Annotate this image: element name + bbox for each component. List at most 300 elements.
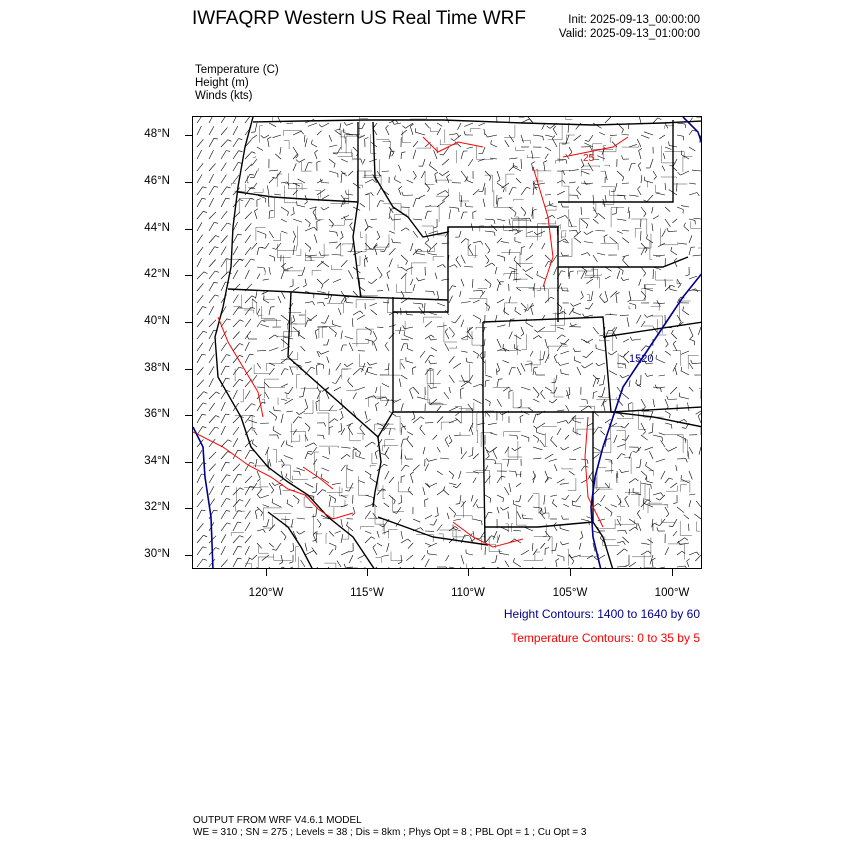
wind-barb xyxy=(508,511,509,519)
county-line xyxy=(459,192,469,201)
wind-barb xyxy=(603,375,605,385)
wind-barb-flag xyxy=(513,188,517,189)
wind-barb xyxy=(516,288,521,292)
county-line xyxy=(485,175,493,192)
wind-barb xyxy=(401,539,408,543)
wind-barb xyxy=(587,339,593,343)
wind-barb-flag xyxy=(427,189,429,192)
wind-barb-flag xyxy=(373,179,376,182)
wind-barb xyxy=(585,363,594,368)
wind-barb xyxy=(257,363,261,368)
wind-barb xyxy=(473,519,482,521)
wind-barb xyxy=(456,260,461,267)
wind-barb xyxy=(645,447,654,450)
wind-barb xyxy=(449,286,452,291)
wind-barb xyxy=(638,189,641,195)
wind-barb xyxy=(437,191,445,196)
wind-barb-flag xyxy=(540,509,542,512)
wind-barb-flag xyxy=(636,380,637,384)
wind-barb-flag xyxy=(681,367,682,371)
wind-barb xyxy=(197,283,203,291)
county-line xyxy=(290,432,306,442)
wind-barb xyxy=(221,523,227,531)
county-line xyxy=(512,219,526,237)
county-line xyxy=(274,554,292,560)
wind-barb xyxy=(301,560,306,567)
wind-barb xyxy=(581,271,585,279)
wind-barb-flag xyxy=(625,565,629,566)
wind-barb-flag xyxy=(226,462,230,463)
wind-barb xyxy=(445,440,449,447)
wind-barb xyxy=(677,123,685,124)
county-line xyxy=(471,128,481,132)
wind-barb xyxy=(413,417,421,423)
wind-barb-flag xyxy=(451,139,454,141)
county-line xyxy=(562,170,570,186)
wind-barb-flag xyxy=(258,495,260,498)
wind-barb-flag xyxy=(552,499,554,503)
county-line xyxy=(514,199,524,201)
wind-barb-flag xyxy=(622,454,626,456)
wind-barb xyxy=(701,123,702,125)
wind-barb xyxy=(689,276,697,279)
county-line xyxy=(329,220,344,225)
wind-barb xyxy=(586,351,593,358)
wind-barb xyxy=(455,418,461,423)
wind-barb xyxy=(593,219,599,224)
wind-barb xyxy=(365,531,371,534)
wind-barb xyxy=(617,271,620,280)
wind-barb xyxy=(365,419,371,423)
wind-barb xyxy=(377,201,380,207)
wind-barb xyxy=(483,199,485,207)
wind-barb xyxy=(383,531,390,533)
wind-barb xyxy=(623,279,629,281)
wind-barb xyxy=(612,423,617,426)
wind-barb-flag xyxy=(643,432,646,435)
wind-barb xyxy=(269,170,278,171)
county-line xyxy=(504,432,521,437)
wind-barb-flag xyxy=(534,426,537,429)
wind-barb xyxy=(485,243,490,250)
wind-barb-flag xyxy=(406,228,409,231)
county-line xyxy=(661,177,677,178)
county-line xyxy=(562,468,573,469)
wind-barb-flag xyxy=(298,500,300,504)
wind-barb xyxy=(591,291,593,300)
wind-barb xyxy=(505,140,509,147)
wind-barb xyxy=(197,523,203,531)
wind-barb xyxy=(305,227,314,231)
wind-barb-flag xyxy=(445,191,448,194)
wind-barb xyxy=(605,459,612,460)
wind-barb xyxy=(289,351,293,357)
wind-barb-flag xyxy=(681,151,682,155)
wind-barb xyxy=(557,215,565,219)
wind-barb xyxy=(305,163,308,171)
wind-barb xyxy=(521,159,522,169)
valid-time: Valid: 2025-09-13_01:00:00 xyxy=(558,28,700,40)
wind-barb-flag xyxy=(238,474,242,475)
wind-barb xyxy=(273,135,282,138)
wind-barb xyxy=(255,211,258,219)
wind-barb xyxy=(209,320,216,327)
wind-barb xyxy=(419,279,426,281)
wind-barb xyxy=(305,423,310,428)
wind-barb xyxy=(605,567,608,569)
wind-barb xyxy=(406,123,413,128)
wind-barb xyxy=(581,253,588,255)
wind-barb xyxy=(287,503,293,507)
wind-barb-flag xyxy=(309,223,311,227)
wind-barb xyxy=(507,459,509,467)
wind-barb-flag xyxy=(296,160,299,163)
wind-barb-flag xyxy=(257,199,261,200)
wind-barb xyxy=(348,171,353,176)
wind-barb xyxy=(431,387,437,388)
wind-barb xyxy=(360,428,365,435)
wind-barb-flag xyxy=(619,502,622,505)
wind-barb-flag xyxy=(297,532,300,535)
wind-barb-flag xyxy=(440,154,444,155)
wind-barb xyxy=(323,279,329,284)
wind-barb xyxy=(233,474,238,483)
wind-barb-flag xyxy=(514,256,516,260)
wind-barb xyxy=(557,335,562,339)
wind-barb xyxy=(341,260,347,267)
lat-label: 40°N xyxy=(144,315,170,327)
lat-label: 48°N xyxy=(144,128,170,140)
wind-barb xyxy=(197,174,202,183)
wind-barb xyxy=(197,211,203,219)
wind-barb xyxy=(420,351,425,358)
wind-barb xyxy=(425,243,431,248)
wind-barb xyxy=(495,267,497,274)
wind-barb xyxy=(332,255,341,256)
wind-barb xyxy=(401,344,404,351)
wind-barb xyxy=(550,205,557,207)
wind-barb xyxy=(509,483,511,492)
wind-barb-flag xyxy=(585,308,589,309)
county-line xyxy=(260,126,263,143)
wind-barb xyxy=(389,209,391,219)
wind-barb xyxy=(261,324,269,327)
wind-barb-flag xyxy=(625,530,627,534)
wind-barb xyxy=(260,495,269,498)
wind-barb-flag xyxy=(701,426,702,427)
wind-barb xyxy=(484,339,485,345)
wind-barb xyxy=(419,195,425,198)
county-line xyxy=(444,322,457,342)
wind-barb xyxy=(461,279,464,286)
wind-barb xyxy=(622,183,629,184)
wind-barb xyxy=(668,231,677,232)
wind-barb xyxy=(197,187,203,195)
wind-barb xyxy=(483,147,486,154)
wind-barb xyxy=(513,167,521,171)
wind-barb xyxy=(617,495,621,502)
wind-barb xyxy=(267,186,269,196)
county-line xyxy=(369,397,387,407)
wind-barb-flag xyxy=(511,319,515,320)
wind-barb xyxy=(517,367,521,375)
wind-barb xyxy=(622,471,630,473)
wind-barb-flag xyxy=(406,465,410,466)
wind-barb xyxy=(313,212,317,219)
wind-barb-flag xyxy=(311,367,315,368)
wind-barb xyxy=(701,477,702,483)
wind-barb xyxy=(537,231,545,235)
wind-barb xyxy=(329,242,338,243)
wind-barb xyxy=(525,527,534,531)
wind-barb xyxy=(348,270,353,279)
wind-barb-flag xyxy=(560,542,562,545)
wind-barb xyxy=(533,435,539,439)
wind-barb xyxy=(677,135,683,136)
wind-barb-flag xyxy=(636,467,640,468)
wind-barb xyxy=(317,279,323,285)
wind-barb xyxy=(361,363,365,372)
wind-barb xyxy=(383,302,389,303)
wind-barb xyxy=(447,513,449,519)
wind-barb-flag xyxy=(315,329,319,331)
wind-barb xyxy=(325,315,329,323)
wind-barb xyxy=(268,197,269,207)
wind-barb xyxy=(689,193,697,196)
wind-barb xyxy=(435,273,437,279)
wind-barb xyxy=(593,195,594,205)
county-line xyxy=(698,248,702,257)
wind-barb-flag xyxy=(239,259,243,260)
wind-barb xyxy=(525,274,533,279)
wind-barb-flag xyxy=(513,558,514,562)
wind-barb xyxy=(327,339,329,345)
wind-barb-flag xyxy=(398,502,402,504)
wind-barb-flag xyxy=(333,153,337,154)
wind-barb xyxy=(638,523,641,531)
wind-barb-flag xyxy=(491,140,492,144)
wind-barb xyxy=(509,471,516,472)
wind-barb xyxy=(341,174,342,183)
wind-barb xyxy=(557,159,566,160)
wind-barb xyxy=(197,380,204,387)
wind-barb-flag xyxy=(277,435,278,439)
wind-barb-flag xyxy=(238,558,242,559)
county-line xyxy=(665,230,666,232)
wind-barb xyxy=(600,431,605,435)
wind-barb xyxy=(315,331,317,339)
wind-barb xyxy=(520,417,521,423)
temperature-contours xyxy=(193,137,628,547)
wind-barb xyxy=(281,414,283,423)
wind-barb xyxy=(263,279,269,280)
wind-barb-flag xyxy=(324,423,325,427)
county-line xyxy=(518,346,519,355)
wind-barb xyxy=(641,248,645,256)
wind-barb xyxy=(528,495,533,502)
wind-barb xyxy=(233,438,238,447)
wind-barb xyxy=(449,356,455,363)
wind-barb xyxy=(473,478,476,484)
wind-barb-flag xyxy=(348,251,352,252)
wind-barb xyxy=(647,195,653,202)
wind-barb xyxy=(557,479,564,483)
wind-barb xyxy=(392,219,401,220)
wind-barb xyxy=(600,297,605,303)
wind-barb-flag xyxy=(562,516,563,520)
wind-barb-flag xyxy=(402,192,403,196)
county-line xyxy=(535,552,540,560)
wind-barb xyxy=(297,518,305,519)
wind-barb xyxy=(496,555,498,562)
wind-barb xyxy=(473,399,482,404)
wind-barb-flag xyxy=(255,509,258,511)
wind-barb xyxy=(484,129,485,135)
wind-barb-flag xyxy=(563,180,566,183)
county-line xyxy=(429,206,439,222)
wind-barb-flag xyxy=(669,478,673,479)
wind-barb xyxy=(293,429,297,435)
wind-barb xyxy=(569,182,576,183)
wind-barb xyxy=(641,551,648,555)
wind-barb-flag xyxy=(216,392,220,394)
wind-barb xyxy=(269,255,275,257)
wind-barb xyxy=(401,255,408,261)
wind-barb xyxy=(688,451,689,459)
wind-barb xyxy=(221,426,225,435)
wind-barb-flag xyxy=(203,211,207,213)
wind-barb xyxy=(365,226,369,231)
wind-barb xyxy=(672,334,678,340)
county-line xyxy=(433,257,444,261)
wind-barb xyxy=(504,487,509,495)
wind-barb xyxy=(509,135,514,142)
county-line xyxy=(350,234,366,252)
wind-barb-flag xyxy=(240,536,244,538)
wind-barb-flag xyxy=(452,286,456,287)
wind-barb xyxy=(542,243,545,249)
wind-barb-flag xyxy=(516,472,517,476)
wind-barb xyxy=(701,314,702,315)
wind-barb-flag xyxy=(268,137,272,139)
wind-barb xyxy=(593,447,602,452)
wind-barb-flag xyxy=(644,213,646,216)
wind-barb-flag xyxy=(272,483,275,486)
wind-barb xyxy=(649,451,653,459)
wind-barb xyxy=(368,372,377,375)
wind-barb xyxy=(437,123,442,126)
wind-barb xyxy=(221,366,226,375)
wind-barb xyxy=(593,504,598,508)
wind-barb-flag xyxy=(585,140,589,141)
wind-barb xyxy=(552,503,557,507)
wind-barb-flag xyxy=(344,564,346,568)
wind-barb-flag xyxy=(684,419,687,422)
wind-barb xyxy=(437,507,438,515)
wind-barb-flag xyxy=(490,284,492,288)
wind-barb-flag xyxy=(279,562,283,564)
wind-barb xyxy=(677,243,687,244)
wind-barb-flag xyxy=(455,265,458,268)
county-line xyxy=(293,310,306,325)
wind-barb xyxy=(341,159,348,162)
wind-barb xyxy=(550,495,557,496)
temperature-contours-legend: Temperature Contours: 0 to 35 by 5 xyxy=(511,631,700,645)
wind-barb xyxy=(269,461,270,471)
wind-barb xyxy=(468,247,473,255)
wind-barb xyxy=(665,399,668,407)
wind-barb xyxy=(557,191,565,195)
wind-barb xyxy=(569,387,570,394)
lon-label: 110°W xyxy=(451,587,485,599)
wind-barb xyxy=(293,190,298,195)
county-line xyxy=(378,429,395,431)
wind-barb xyxy=(701,147,702,152)
wind-barb-flag xyxy=(214,186,218,187)
wind-barb xyxy=(485,255,489,260)
wind-barb xyxy=(605,419,611,423)
wind-barb-flag xyxy=(252,296,256,298)
wind-barb xyxy=(470,427,473,435)
wind-barb xyxy=(265,392,269,399)
wind-barb xyxy=(305,279,306,285)
wind-barb-flag xyxy=(477,504,479,508)
wind-barb-flag xyxy=(466,358,467,362)
wind-barb xyxy=(407,432,413,435)
wind-barb xyxy=(197,150,202,159)
wind-barb xyxy=(485,495,491,499)
wind-barb xyxy=(245,117,251,123)
wind-barb-flag xyxy=(371,193,374,196)
wind-barb-flag xyxy=(226,378,230,379)
wind-barb xyxy=(389,207,393,213)
wind-barb xyxy=(531,307,533,315)
wind-barb xyxy=(509,219,510,225)
wind-barb xyxy=(370,303,378,306)
wind-barb xyxy=(497,349,503,352)
county-line xyxy=(696,117,702,120)
wind-barb xyxy=(554,464,557,471)
wind-barb xyxy=(485,459,495,460)
wind-barb xyxy=(209,486,214,495)
wind-barb xyxy=(346,567,354,568)
wind-barb xyxy=(285,399,293,404)
wind-barb xyxy=(677,279,681,285)
wind-barb-flag xyxy=(620,375,623,378)
wind-barb xyxy=(209,247,215,255)
wind-barb xyxy=(473,300,480,303)
wind-barb-flag xyxy=(480,352,482,355)
wind-barb xyxy=(341,465,346,471)
wind-barb xyxy=(293,245,295,255)
wind-barb xyxy=(257,309,260,315)
wind-barb xyxy=(526,323,533,327)
wind-barb-flag xyxy=(527,187,531,188)
county-line xyxy=(516,506,526,525)
wind-barb-flag xyxy=(467,176,468,180)
wind-barb xyxy=(293,131,301,135)
wind-barb xyxy=(430,483,438,487)
wind-barb-flag xyxy=(686,459,687,463)
county-line xyxy=(609,462,612,473)
wind-barb xyxy=(233,558,238,567)
county-line xyxy=(567,135,575,144)
wind-barb xyxy=(560,528,569,531)
wind-barb-flag xyxy=(410,387,413,390)
wind-barb xyxy=(386,128,389,135)
wind-barb xyxy=(245,342,249,351)
wind-barb-flag xyxy=(478,354,479,358)
